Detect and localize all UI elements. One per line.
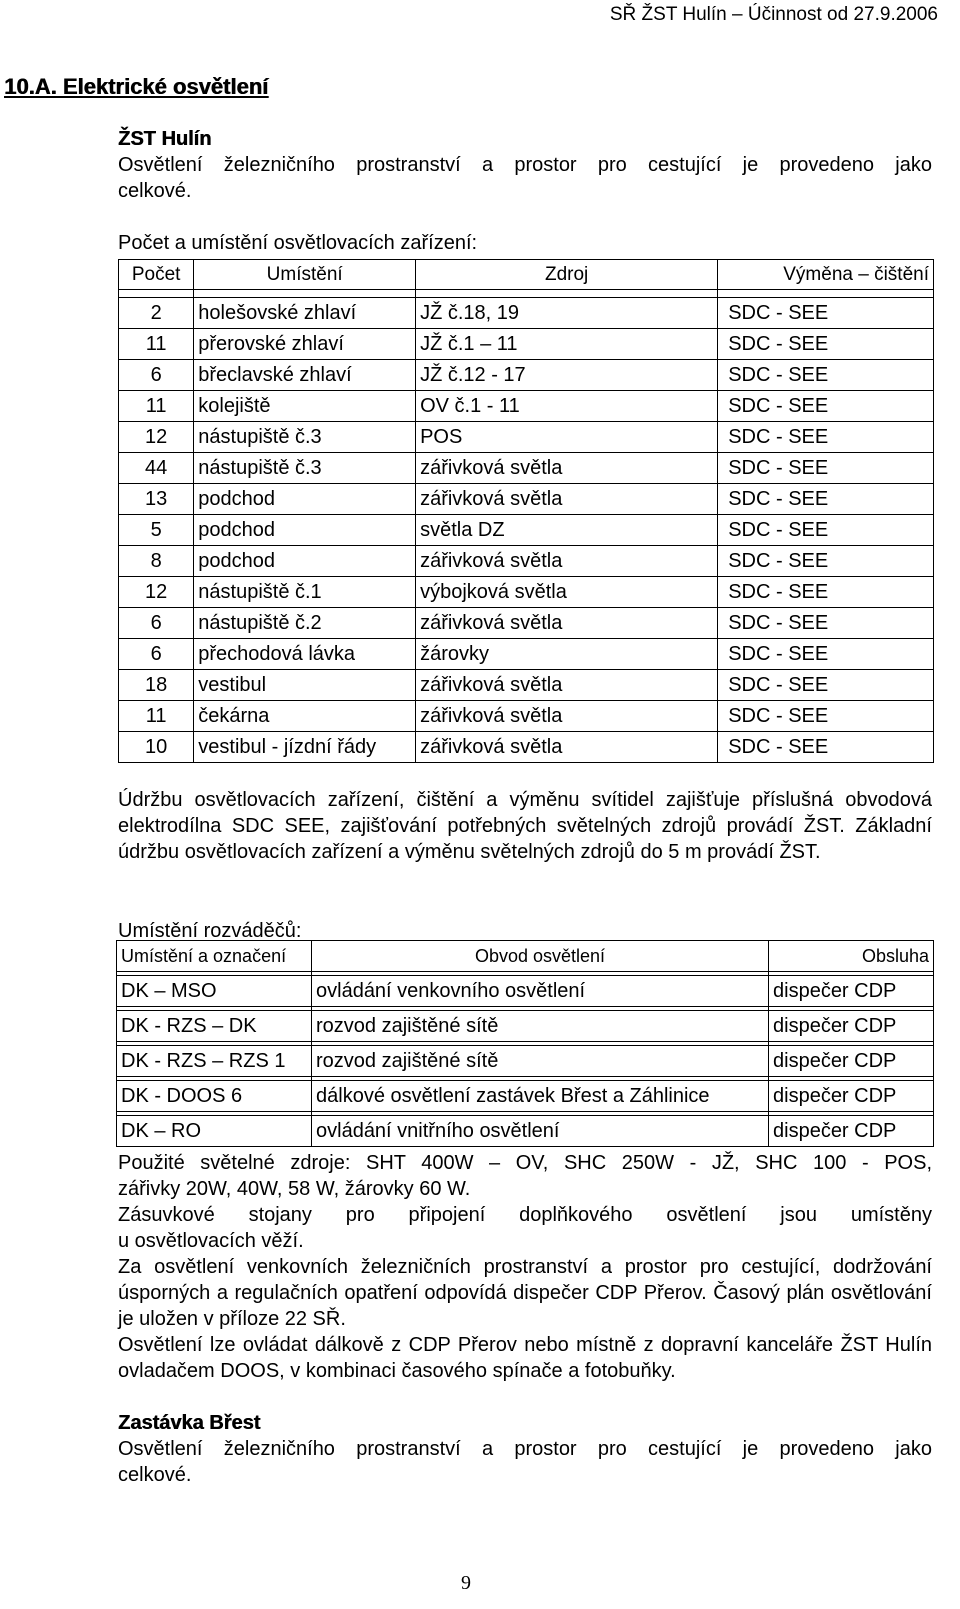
cell-location: nástupiště č.3: [194, 453, 416, 484]
cell-location: holešovské zhlaví: [194, 298, 416, 329]
hulin-intro-line2: celkové.: [118, 180, 192, 202]
maintenance-text: Údržbu osvětlovacích zařízení, čištění a výměnu svítidel zajišťuje příslušná obvodová elektrodílna SDC SEE, zajišťování potřebných světelných zdrojů provádí ŽST. Základní údržbu osvětlovacích zařízení a výměnu světelných zdrojů do 5 m provádí ŽST.: [118, 789, 932, 863]
cell-count: 18: [119, 670, 194, 701]
column-header-maintenance: Výměna – čištění: [718, 260, 934, 290]
cell-maintenance: SDC - SEE: [718, 360, 934, 391]
cell-count: 8: [119, 546, 194, 577]
cell-location: vestibul: [194, 670, 416, 701]
cell-maintenance: SDC - SEE: [718, 670, 934, 701]
table-row: [119, 639, 934, 670]
table-row: [119, 484, 934, 515]
cell-lighting-circuit: rozvod zajištěné sítě: [312, 1011, 769, 1042]
cell-source: POS: [416, 422, 718, 453]
cell-count: 12: [119, 577, 194, 608]
cell-source: zářivková světla: [416, 453, 718, 484]
cell-source: JŽ č.1 – 11: [416, 329, 718, 360]
table-row: [119, 329, 934, 360]
cell-count: 10: [119, 732, 194, 763]
socket-stands-line2: u osvětlovacích věží.: [118, 1230, 304, 1252]
cell-maintenance: SDC - SEE: [718, 329, 934, 360]
cell-location: nástupiště č.2: [194, 608, 416, 639]
cell-maintenance: SDC - SEE: [718, 391, 934, 422]
cell-location: podchod: [194, 546, 416, 577]
cell-location: nástupiště č.3: [194, 422, 416, 453]
switchboard-table-header: [117, 941, 934, 972]
table-row: [119, 701, 934, 732]
table-row: [119, 360, 934, 391]
cell-location: přechodová lávka: [194, 639, 416, 670]
table-row: [119, 453, 934, 484]
cell-location: kolejiště: [194, 391, 416, 422]
switchboard-table: [116, 940, 934, 1147]
cell-count: 6: [119, 608, 194, 639]
switchboards-label: Umístění rozváděčů:: [118, 920, 302, 942]
cell-count: 11: [119, 391, 194, 422]
document-reference: SŘ ŽST Hulín – Účinnost od 27.9.2006: [609, 4, 938, 25]
brest-intro-line1: Osvětlení železničního prostranství a prostor pro cestující je provedeno jako: [118, 1438, 932, 1460]
cell-location: čekárna: [194, 701, 416, 732]
cell-source: světla DZ: [416, 515, 718, 546]
cell-maintenance: SDC - SEE: [718, 422, 934, 453]
cell-source: zářivková světla: [416, 701, 718, 732]
cell-source: zářivková světla: [416, 608, 718, 639]
cell-switchboard-location: DK - DOOS 6: [117, 1081, 312, 1112]
cell-operator: dispečer CDP: [769, 1011, 934, 1042]
hulin-intro-line1: Osvětlení železničního prostranství a prostor pro cestující je provedeno jako: [118, 154, 932, 176]
cell-source: OV č.1 - 11: [416, 391, 718, 422]
cell-switchboard-location: DK - RZS – RZS 1: [117, 1046, 312, 1077]
control-text: Osvětlení lze ovládat dálkově z CDP Přerov nebo místně z dopravní kanceláře ŽST Hulín ovladačem DOOS, v kombinaci časového spínače a fotobuňky.: [118, 1334, 932, 1382]
cell-maintenance: SDC - SEE: [718, 546, 934, 577]
column-header-operator: Obsluha: [769, 941, 934, 972]
page-number: 9: [461, 1572, 471, 1594]
cell-maintenance: SDC - SEE: [718, 577, 934, 608]
table-row: [119, 670, 934, 701]
table-row: [117, 976, 934, 1007]
lighting-table: [118, 259, 934, 763]
cell-source: zářivková světla: [416, 546, 718, 577]
socket-stands-line1: Zásuvkové stojany pro připojení doplňkového osvětlení jsou umístěny: [118, 1204, 932, 1226]
cell-count: 11: [119, 329, 194, 360]
cell-lighting-circuit: dálkové osvětlení zastávek Břest a Záhlinice: [312, 1081, 769, 1112]
table-row: [119, 608, 934, 639]
cell-lighting-circuit: ovládání vnitřního osvětlení: [312, 1116, 769, 1147]
cell-maintenance: SDC - SEE: [718, 639, 934, 670]
cell-source: žárovky: [416, 639, 718, 670]
column-header-source: Zdroj: [416, 260, 718, 290]
cell-count: 44: [119, 453, 194, 484]
table-row: [117, 1046, 934, 1077]
brest-intro-line2: celkové.: [118, 1464, 192, 1486]
cell-count: 11: [119, 701, 194, 732]
cell-switchboard-location: DK - RZS – DK: [117, 1011, 312, 1042]
cell-location: břeclavské zhlaví: [194, 360, 416, 391]
cell-lighting-circuit: rozvod zajištěné sítě: [312, 1046, 769, 1077]
cell-count: 12: [119, 422, 194, 453]
cell-maintenance: SDC - SEE: [718, 608, 934, 639]
lighting-count-label: Počet a umístění osvětlovacích zařízení:: [118, 232, 478, 254]
cell-source: JŽ č.18, 19: [416, 298, 718, 329]
brest-heading: Zastávka Břest: [118, 1412, 261, 1434]
cell-source: zářivková světla: [416, 484, 718, 515]
table-row: [119, 298, 934, 329]
hulin-intro: [118, 126, 932, 256]
cell-source: zářivková světla: [416, 670, 718, 701]
cell-lighting-circuit: ovládání venkovního osvětlení: [312, 976, 769, 1007]
table-row: [119, 732, 934, 763]
cell-location: nástupiště č.1: [194, 577, 416, 608]
column-header-count: Počet: [119, 260, 194, 290]
cell-operator: dispečer CDP: [769, 1116, 934, 1147]
table-row: [119, 515, 934, 546]
light-sources-line2: zářivky 20W, 40W, 58 W, žárovky 60 W.: [118, 1178, 471, 1200]
cell-count: 13: [119, 484, 194, 515]
cell-switchboard-location: DK – RO: [117, 1116, 312, 1147]
cell-operator: dispečer CDP: [769, 976, 934, 1007]
table-row: [117, 1011, 934, 1042]
cell-count: 5: [119, 515, 194, 546]
cell-source: zářivková světla: [416, 732, 718, 763]
cell-operator: dispečer CDP: [769, 1046, 934, 1077]
cell-maintenance: SDC - SEE: [718, 515, 934, 546]
table-row: [117, 1116, 934, 1147]
column-header-location: Umístění: [194, 260, 416, 290]
hulin-heading: ŽST Hulín: [118, 128, 212, 150]
cell-count: 6: [119, 360, 194, 391]
cell-maintenance: SDC - SEE: [718, 453, 934, 484]
cell-maintenance: SDC - SEE: [718, 298, 934, 329]
table-row: [119, 546, 934, 577]
cell-location: podchod: [194, 515, 416, 546]
lighting-table-header: [119, 260, 934, 290]
cell-maintenance: SDC - SEE: [718, 732, 934, 763]
cell-location: vestibul - jízdní řády: [194, 732, 416, 763]
cell-source: JŽ č.12 - 17: [416, 360, 718, 391]
cell-location: podchod: [194, 484, 416, 515]
cell-count: 6: [119, 639, 194, 670]
cell-switchboard-location: DK – MSO: [117, 976, 312, 1007]
table-row: [119, 422, 934, 453]
cell-operator: dispečer CDP: [769, 1081, 934, 1112]
section-title: 10.A. Elektrické osvětlení: [4, 74, 269, 99]
table-row: [119, 577, 934, 608]
cell-location: přerovské zhlaví: [194, 329, 416, 360]
table-row: [117, 1081, 934, 1112]
cell-maintenance: SDC - SEE: [718, 484, 934, 515]
cell-count: 2: [119, 298, 194, 329]
table-row: [119, 391, 934, 422]
final-paragraphs: [118, 1150, 932, 1488]
cell-maintenance: SDC - SEE: [718, 701, 934, 732]
column-header-lighting-circuit: Obvod osvětlení: [312, 941, 769, 972]
cell-source: výbojková světla: [416, 577, 718, 608]
light-sources-line1: Použité světelné zdroje: SHT 400W – OV, SHC 250W - JŽ, SHC 100 - POS,: [118, 1152, 932, 1174]
column-header-switchboard-location: Umístění a označení: [117, 941, 312, 972]
responsibility-text: Za osvětlení venkovních železničních prostranství a prostor pro cestující, dodržování úsporných a regulačních opatření odpovídá dispečer CDP Přerov. Časový plán osvětlování je uložen v příloze 22 SŘ.: [118, 1256, 932, 1330]
